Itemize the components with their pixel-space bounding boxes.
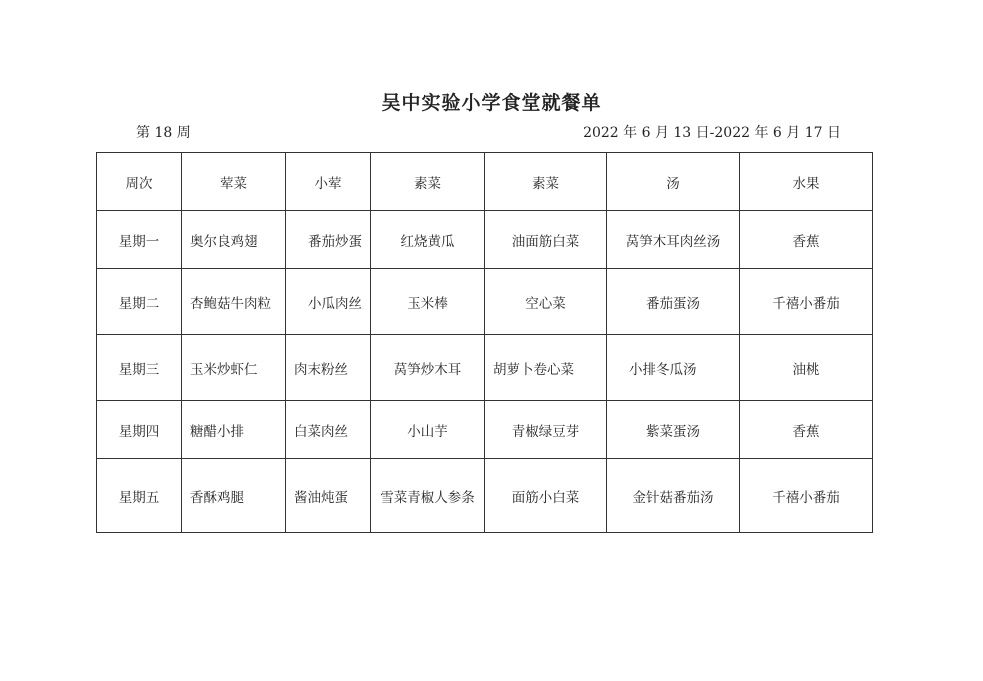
menu-table	[96, 152, 873, 533]
table-row	[97, 335, 873, 401]
small-meat-cell: 肉末粉丝	[286, 335, 371, 401]
small-meat-cell: 白菜肉丝	[286, 401, 371, 459]
meat-cell: 杏鲍菇牛肉粒	[182, 269, 286, 335]
veg2-cell: 油面筋白菜	[485, 211, 607, 269]
table-row	[97, 459, 873, 533]
meat-cell: 香酥鸡腿	[182, 459, 286, 533]
day-cell: 星期四	[97, 401, 182, 459]
veg2-cell: 面筋小白菜	[485, 459, 607, 533]
veg1-cell: 雪菜青椒人参条	[371, 459, 485, 533]
soup-cell: 金针菇番茄汤	[607, 459, 740, 533]
meat-cell: 玉米炒虾仁	[182, 335, 286, 401]
header-cell-fruit: 水果	[740, 153, 873, 211]
small-meat-cell: 番茄炒蛋	[286, 211, 371, 269]
fruit-cell: 香蕉	[740, 211, 873, 269]
header-cell-soup: 汤	[607, 153, 740, 211]
date-range: 2022 年 6 月 13 日-2022 年 6 月 17 日	[583, 125, 841, 141]
soup-cell: 小排冬瓜汤	[607, 335, 740, 401]
table-row	[97, 401, 873, 459]
header-cell-veg-2: 素菜	[485, 153, 607, 211]
small-meat-cell: 酱油炖蛋	[286, 459, 371, 533]
veg1-cell: 莴笋炒木耳	[371, 335, 485, 401]
veg2-cell: 青椒绿豆芽	[485, 401, 607, 459]
soup-cell: 紫菜蛋汤	[607, 401, 740, 459]
day-cell: 星期五	[97, 459, 182, 533]
table-row	[97, 211, 873, 269]
veg2-cell: 胡萝卜卷心菜	[485, 335, 607, 401]
meat-cell: 糖醋小排	[182, 401, 286, 459]
veg2-cell: 空心菜	[485, 269, 607, 335]
fruit-cell: 香蕉	[740, 401, 873, 459]
page-title: 吴中实验小学食堂就餐单	[381, 92, 602, 114]
header-cell-veg-1: 素菜	[371, 153, 485, 211]
table-row	[97, 269, 873, 335]
day-cell: 星期三	[97, 335, 182, 401]
veg1-cell: 红烧黄瓜	[371, 211, 485, 269]
header-cell-week: 周次	[97, 153, 182, 211]
table-header-row	[97, 153, 873, 211]
small-meat-cell: 小瓜肉丝	[286, 269, 371, 335]
fruit-cell: 千禧小番茄	[740, 459, 873, 533]
veg1-cell: 玉米棒	[371, 269, 485, 335]
soup-cell: 莴笋木耳肉丝汤	[607, 211, 740, 269]
soup-cell: 番茄蛋汤	[607, 269, 740, 335]
header-cell-small-meat: 小荤	[286, 153, 371, 211]
week-label: 第 18 周	[136, 125, 191, 141]
day-cell: 星期二	[97, 269, 182, 335]
meat-cell: 奥尔良鸡翅	[182, 211, 286, 269]
fruit-cell: 千禧小番茄	[740, 269, 873, 335]
header-cell-meat: 荤菜	[182, 153, 286, 211]
veg1-cell: 小山芋	[371, 401, 485, 459]
fruit-cell: 油桃	[740, 335, 873, 401]
day-cell: 星期一	[97, 211, 182, 269]
